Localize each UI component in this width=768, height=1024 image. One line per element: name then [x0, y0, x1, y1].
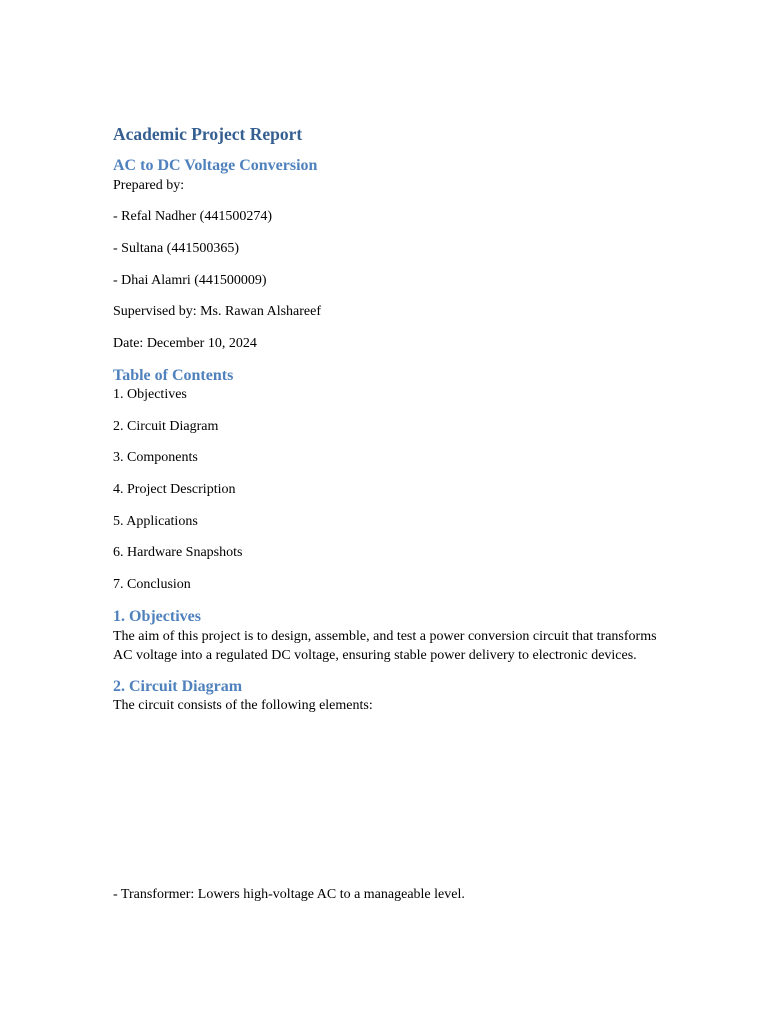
- report-title: Academic Project Report: [113, 124, 303, 144]
- objectives-text: The aim of this project is to design, assemble, and test a power conversion circuit that transforms AC voltage into a regulated DC voltage, ensuring stable power delivery to electronic devices.: [113, 629, 657, 663]
- author-3: - Dhai Alamri (441500009): [113, 273, 267, 288]
- report-subtitle: AC to DC Voltage Conversion: [113, 157, 318, 174]
- author-1: - Refal Nadher (441500274): [113, 209, 273, 224]
- author-2: - Sultana (441500365): [113, 241, 239, 256]
- toc-heading: Table of Contents: [113, 367, 234, 384]
- objectives-heading: 1. Objectives: [113, 608, 201, 625]
- report-date: Date: December 10, 2024: [113, 336, 257, 351]
- supervised-by: Supervised by: Ms. Rawan Alshareef: [113, 304, 322, 319]
- toc-item-conclusion: 7. Conclusion: [113, 577, 191, 592]
- circuit-diagram-placeholder: [113, 722, 658, 882]
- prepared-by-label: Prepared by:: [113, 178, 185, 193]
- toc-item-circuit-diagram: 2. Circuit Diagram: [113, 419, 219, 434]
- circuit-intro: The circuit consists of the following elements:: [113, 698, 373, 713]
- toc-item-project-description: 4. Project Description: [113, 482, 236, 497]
- toc-item-components: 3. Components: [113, 450, 198, 465]
- circuit-element-transformer: - Transformer: Lowers high-voltage AC to a manageable level.: [113, 887, 465, 902]
- toc-item-hardware-snapshots: 6. Hardware Snapshots: [113, 545, 243, 560]
- circuit-diagram-heading: 2. Circuit Diagram: [113, 678, 243, 695]
- toc-item-applications: 5. Applications: [113, 514, 198, 529]
- toc-item-objectives: 1. Objectives: [113, 387, 187, 402]
